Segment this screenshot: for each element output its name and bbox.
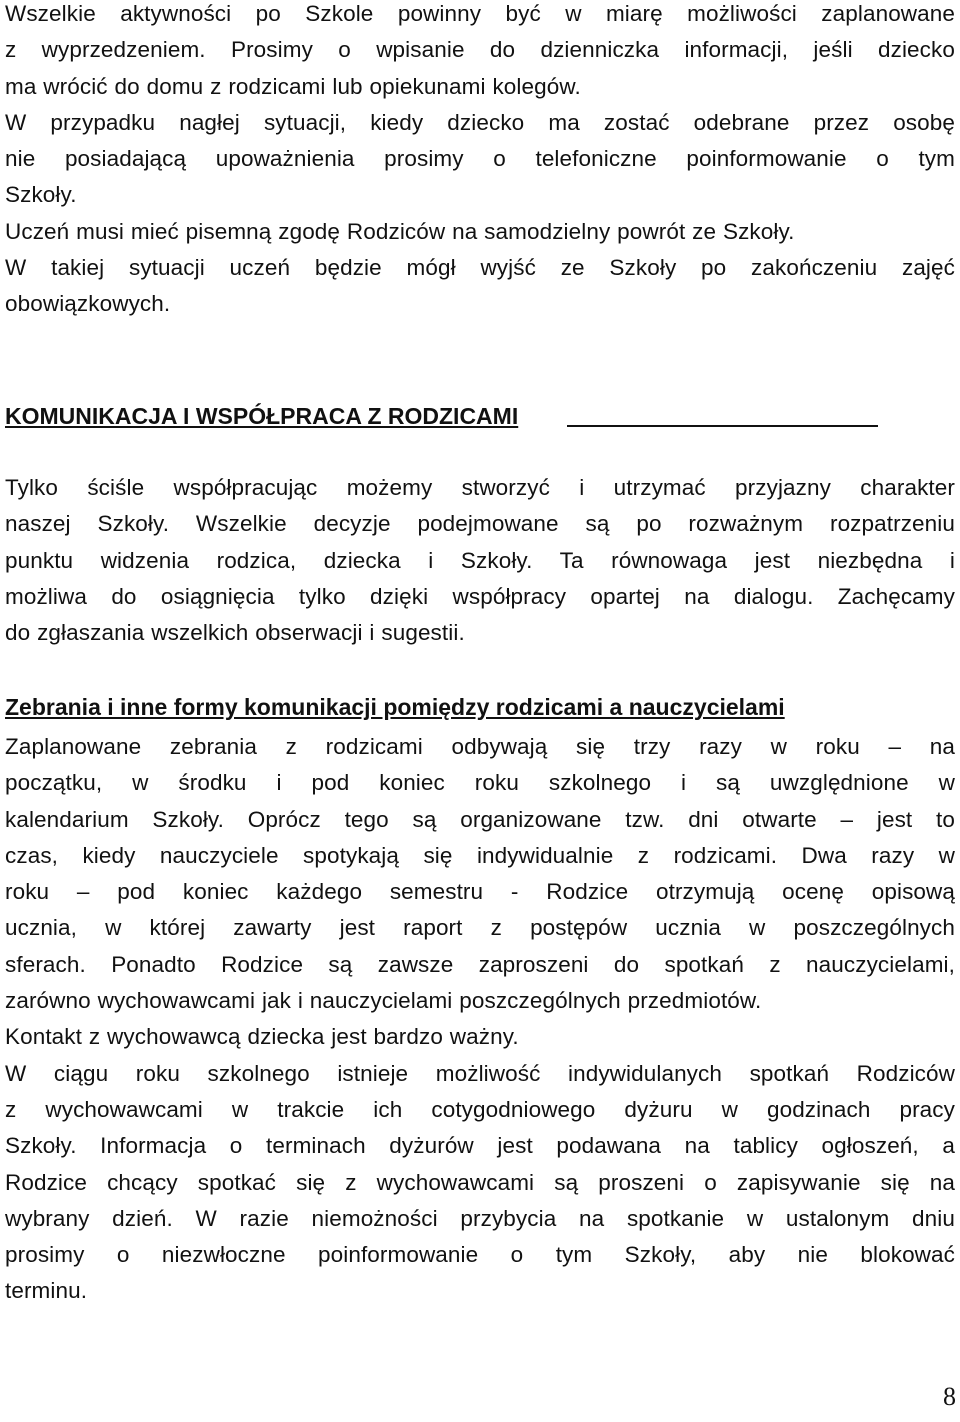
text-line: W ciągu roku szkolnego istnieje możliwość indywidulanych spotkań Rodziców — [5, 1060, 955, 1086]
text-line: prosimy o niezwłoczne poinformowanie o tym Szkoły, aby nie blokować — [5, 1242, 955, 1268]
text-line: sferach. Ponadto Rodzice są zawsze zaproszeni do spotkań z nauczycielami, — [5, 951, 955, 977]
text-line: obowiązkowych. — [5, 291, 171, 317]
section-heading-communication: KOMUNIKACJA I WSPÓŁPRACA Z RODZICAMI — [5, 403, 519, 429]
text-line: Kontakt z wychowawcą dziecka jest bardzo ważny. — [5, 1024, 519, 1050]
paragraph-after-school-activities — [5, 0, 955, 323]
text-line: nie posiadającą upoważnienia prosimy o telefoniczne poinformowanie o tym — [5, 146, 955, 172]
text-line: naszej Szkoły. Wszelkie decyzje podejmowane są po rozważnym rozpatrzeniu — [5, 511, 955, 537]
page-number: 8 — [943, 1382, 956, 1411]
text-line: terminu. — [5, 1278, 88, 1304]
section-heading-meetings: Zebrania i inne formy komunikacji pomiędzy rodzicami a nauczycielami — [5, 694, 785, 720]
text-line: Wszelkie aktywności po Szkole powinny być w miarę możliwości zaplanowane — [5, 1, 955, 26]
text-line: Zaplanowane zebrania z rodzicami odbywają się trzy razy w roku – na — [5, 734, 955, 759]
text-line: zarówno wychowawcami jak i nauczycielami poszczególnych przedmiotów. — [5, 988, 762, 1014]
text-line: możliwa do osiągnięcia tylko dzięki współpracy opartej na dialogu. Zachęcamy — [5, 583, 955, 609]
text-line: ma wrócić do domu z rodzicami lub opiekunami kolegów. — [5, 73, 581, 99]
paragraph-meetings — [5, 729, 955, 1310]
text-line: Uczeń musi mieć pisemną zgodę Rodziców na samodzielny powrót ze Szkoły. — [5, 218, 795, 244]
text-line: ucznia, w której zawarty jest raport z postępów ucznia w poszczególnych — [5, 915, 955, 941]
text-line: wybrany dzień. W razie niemożności przybycia na spotkanie w ustalonym dniu — [5, 1205, 955, 1231]
text-line: Szkoły. Informacja o terminach dyżurów jest podawana na tablicy ogłoszeń, a — [5, 1133, 955, 1159]
text-line: czas, kiedy nauczyciele spotykają się indywidualnie z rodzicami. Dwa razy w — [5, 842, 955, 868]
text-line: do zgłaszania wszelkich obserwacji i sugestii. — [5, 620, 465, 646]
heading-underline-extension — [567, 425, 878, 427]
text-line: roku – pod koniec każdego semestru - Rodzice otrzymują ocenę opisową — [5, 879, 955, 905]
text-line: Szkoły. — [5, 182, 77, 208]
text-line: punktu widzenia rodzica, dziecka i Szkoły. Ta równowaga jest niezbędna i — [5, 547, 955, 573]
text-line: kalendarium Szkoły. Oprócz tego są organizowane tzw. dni otwarte – jest to — [5, 806, 955, 832]
text-line: W takiej sytuacji uczeń będzie mógł wyjść ze Szkoły po zakończeniu zajęć — [5, 255, 955, 281]
paragraph-communication — [5, 470, 955, 651]
text-line: Rodzice chcący spotkać się z wychowawcami są proszeni o zapisywanie się na — [5, 1169, 955, 1195]
text-line: początku, w środku i pod koniec roku szkolnego i są uwzględnione w — [5, 770, 955, 796]
text-line: Tylko ściśle współpracując możemy stworzyć i utrzymać przyjazny charakter — [5, 475, 955, 500]
text-line: z wyprzedzeniem. Prosimy o wpisanie do dzienniczka informacji, jeśli dziecko — [5, 37, 955, 63]
text-line: z wychowawcami w trakcie ich cotygodniowego dyżuru w godzinach pracy — [5, 1096, 955, 1122]
text-line: W przypadku nagłej sytuacji, kiedy dziecko ma zostać odebrane przez osobę — [5, 109, 955, 135]
